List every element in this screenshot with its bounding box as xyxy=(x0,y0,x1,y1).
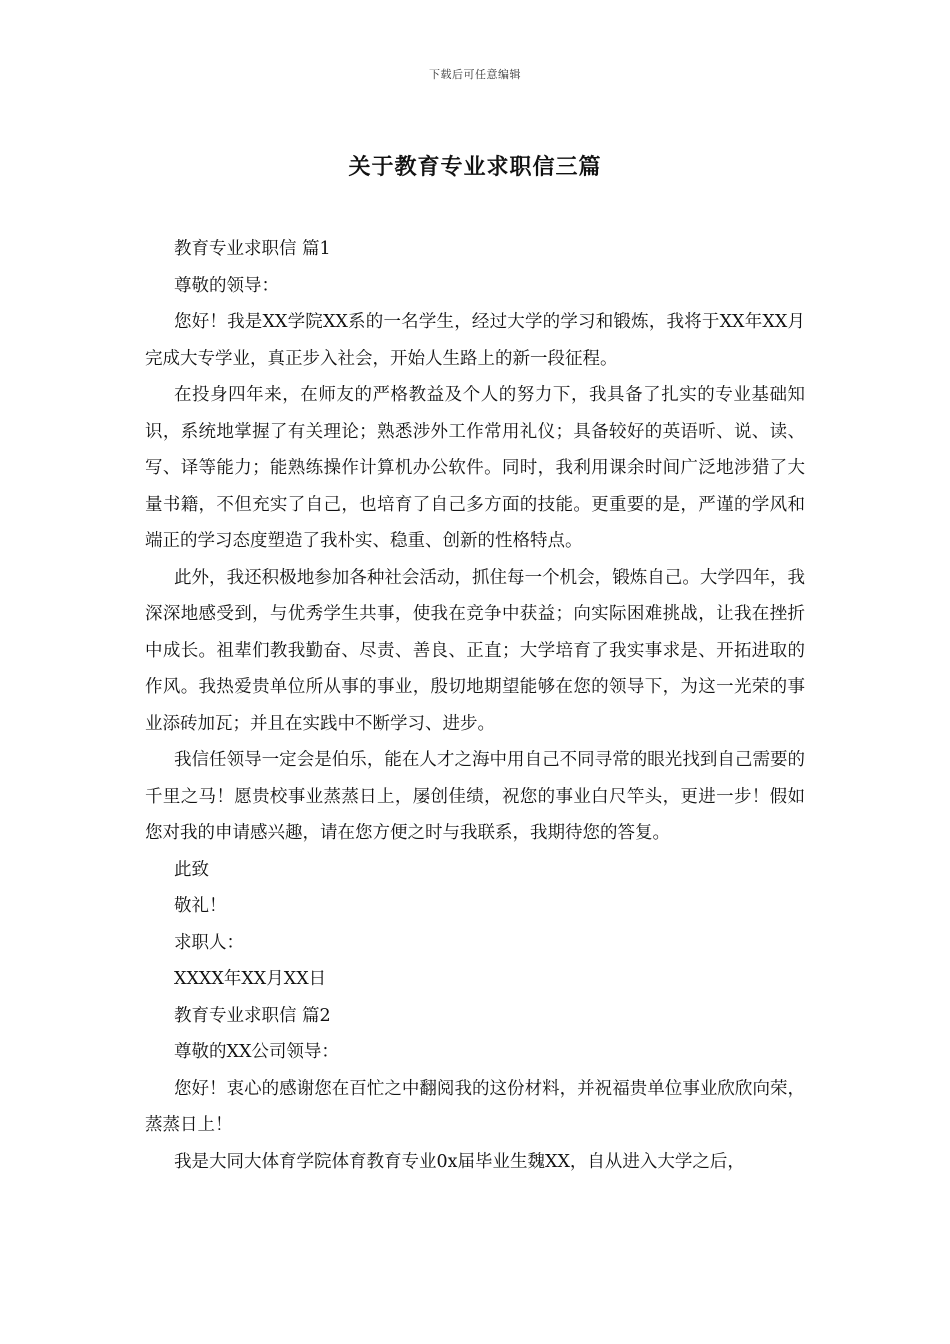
closing-line: 敬礼！ xyxy=(174,896,227,916)
paragraph: 您好！我是XX学院XX系的一名学生，经过大学的学习和锻炼，我将于XX年XX月完成大专学业，真正步入社会，开始人生路上的新一段征程。 xyxy=(145,312,805,369)
closing-line: 此致 xyxy=(174,859,209,880)
date-line: XXXX年XX月XX日 xyxy=(174,969,327,989)
document-title: 关于教育专业求职信三篇 xyxy=(348,154,602,180)
header-note: 下载后可任意编辑 xyxy=(429,68,521,81)
document-body xyxy=(145,231,805,1180)
paragraph: 您好！衷心的感谢您在百忙之中翻阅我的这份材料，并祝福贵单位事业欣欣向荣，蒸蒸日上！ xyxy=(145,1078,805,1135)
paragraph: 我是大同大体育学院体育教育专业0x届毕业生魏XX，自从进入大学之后， xyxy=(174,1151,745,1172)
section-heading-1: 教育专业求职信 篇1 xyxy=(174,239,331,259)
section-heading-2: 教育专业求职信 篇2 xyxy=(174,1005,331,1026)
signature-line: 求职人： xyxy=(174,932,244,953)
paragraph: 在投身四年来，在师友的严格教益及个人的努力下，我具备了扎实的专业基础知识，系统地掌握了有关理论；熟悉涉外工作常用礼仪；具备较好的英语听、说、读、写、译等能力；能熟练操作计算机办公软件。同时，我利用课余时间广泛地涉猎了大量书籍，不但充实了自己，也培育了自己多方面的技能。更重要的是，严谨的学风和端正的学习态度塑造了我朴实、稳重、创新的性格特点。 xyxy=(145,385,805,551)
paragraph: 我信任领导一定会是伯乐，能在人才之海中用自己不同寻常的眼光找到自己需要的千里之马！愿贵校事业蒸蒸日上，屡创佳绩，祝您的事业白尺竿头，更进一步！假如您对我的申请感兴趣，请在您方便之时与我联系，我期待您的答复。 xyxy=(145,750,805,843)
salutation: 尊敬的领导： xyxy=(174,275,279,296)
paragraph: 此外，我还积极地参加各种社会活动，抓住每一个机会，锻炼自己。大学四年，我深深地感受到，与优秀学生共事，使我在竞争中获益；向实际困难挑战，让我在挫折中成长。祖辈们教我勤奋、尽责、善良、正直；大学培育了我实事求是、开拓进取的作风。我热爱贵单位所从事的事业，殷切地期望能够在您的领导下，为这一光荣的事业添砖加瓦；并且在实践中不断学习、进步。 xyxy=(145,567,805,734)
salutation: 尊敬的XX公司领导： xyxy=(174,1042,339,1062)
